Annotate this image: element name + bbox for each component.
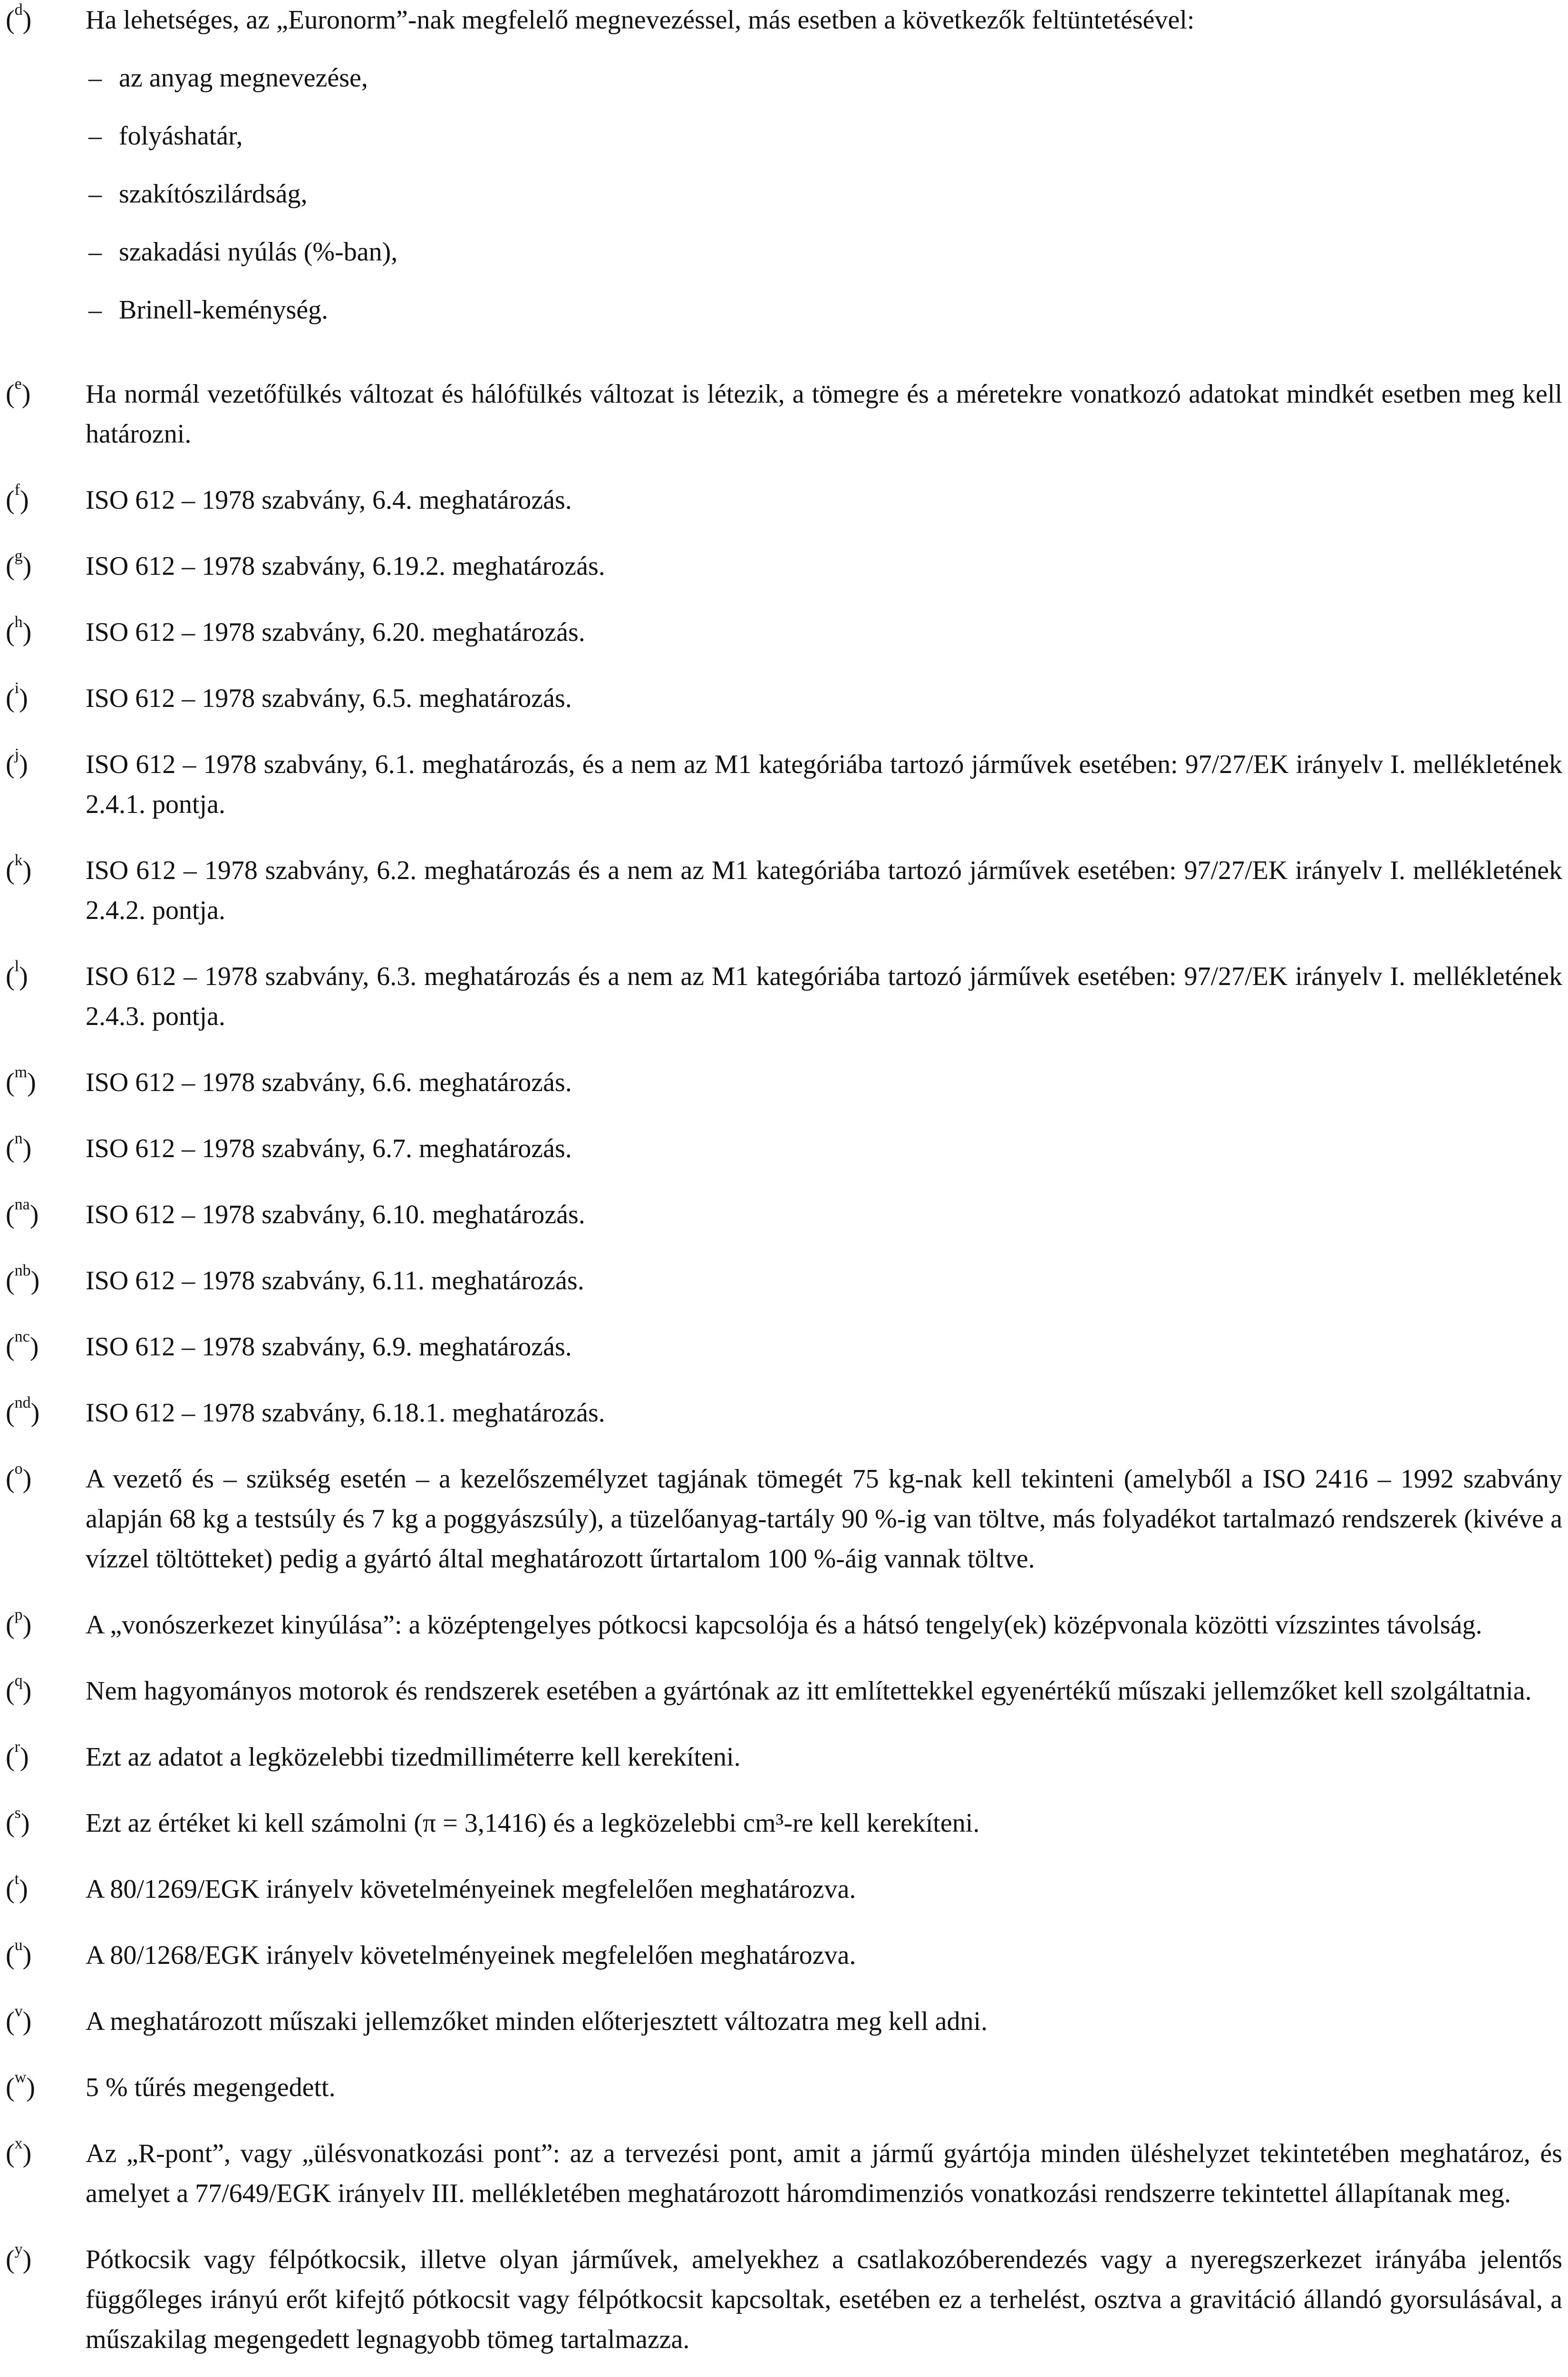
footnote-marker: ($^g$) (6, 547, 32, 581)
dash-bullet-icon: – (88, 295, 102, 325)
footnote-marker: ($^p$) (6, 1606, 32, 1640)
footnote-text (86, 1261, 1562, 1301)
footnote-e (6, 374, 1562, 454)
footnote-text (86, 546, 1562, 586)
footnote-marker: ($^w$) (6, 2068, 35, 2102)
footnote-r (6, 1737, 1562, 1777)
footnote-text (86, 1935, 1562, 1975)
footnote-text (86, 1803, 1562, 1843)
footnote-y (6, 2240, 1562, 2359)
footnote-text (86, 0, 1562, 348)
footnote-nb (6, 1261, 1562, 1301)
footnote-paragraph: Az „R-pont”, vagy „ülésvonatkozási pont”: az a tervezési pont, amit a jármű gyártója minden üléshelyzet tekintetében meghatároz, és amelyet a 77/649/EGK irányelv III. mellékletében meghatározott háromdimenziós vonatkozási rendszerre tekintettel állapítanak meg. (86, 2139, 1562, 2208)
footnote-paragraph: 5 % tűrés megengedett. (86, 2073, 336, 2102)
footnote-text (86, 1063, 1562, 1102)
footnote-n (6, 1129, 1562, 1169)
dash-bullet-icon: – (88, 63, 102, 93)
footnote-text (86, 374, 1562, 454)
footnote-d (6, 0, 1562, 348)
footnote-text (86, 850, 1562, 930)
footnote-marker: ($^m$) (6, 1063, 36, 1097)
footnote-k (6, 850, 1562, 930)
footnote-marker: ($^f$) (6, 481, 29, 515)
footnote-w (6, 2068, 1562, 2107)
footnote-text (86, 1869, 1562, 1909)
footnote-paragraph: ISO 612 – 1978 szabvány, 6.1. meghatározás, és a nem az M1 kategóriába tartozó járművek esetében: 97/27/EK irányelv I. mellékletének 2.4.1. pontja. (86, 750, 1562, 819)
footnote-text (86, 1129, 1562, 1169)
footnote-text (86, 612, 1562, 652)
dash-bullet-icon: – (88, 121, 102, 151)
footnote-paragraph: ISO 612 – 1978 szabvány, 6.10. meghatározás. (86, 1200, 585, 1229)
footnote-marker: ($^o$) (6, 1460, 32, 1494)
footnote-t (6, 1869, 1562, 1909)
footnote-na (6, 1195, 1562, 1235)
footnote-text (86, 2068, 1562, 2107)
footnote-marker: ($^q$) (6, 1672, 32, 1706)
footnote-v (6, 2001, 1562, 2041)
footnote-paragraph: ISO 612 – 1978 szabvány, 6.4. meghatározás. (86, 485, 572, 515)
footnote-marker: ($^r$) (6, 1738, 29, 1772)
footnote-marker: ($^s$) (6, 1804, 30, 1838)
footnote-x (6, 2134, 1562, 2213)
footnote-paragraph: Ha normál vezetőfülkés változat és hálófülkés változat is létezik, a tömegre és a méretekre vonatkozó adatokat mindkét esetben meg kell határozni. (86, 379, 1562, 449)
footnote-text (86, 1459, 1562, 1579)
footnote-paragraph: Pótkocsik vagy félpótkocsik, illetve olyan járművek, amelyekhez a csatlakozóberendezés vagy a nyeregszerkezet irányába jelentős függőleges irányú erőt kifejtő pótkocsit vagy félpótkocsit kapcsoltak, esetében ez a terhelést, osztva a gravitáció állandó gyorsulásával, a műszakilag megengedett legnagyobb tömeg tartalmazza. (86, 2245, 1562, 2354)
footnote-paragraph: ISO 612 – 1978 szabvány, 6.7. meghatározás. (86, 1134, 572, 1163)
footnote-marker: ($^y$) (6, 2241, 32, 2274)
footnote-marker: ($^h$) (6, 613, 32, 647)
footnote-j (6, 744, 1562, 824)
footnote-text (86, 1393, 1562, 1433)
list-item (86, 116, 1562, 156)
footnote-text (86, 480, 1562, 520)
footnote-marker: ($^{nc}$) (6, 1328, 39, 1362)
footnote-s (6, 1803, 1562, 1843)
list-item-text: szakítószilárdság, (119, 179, 308, 209)
footnote-marker: ($^j$) (6, 745, 28, 779)
footnote-l (6, 957, 1562, 1036)
footnote-marker: ($^k$) (6, 851, 32, 885)
footnote-marker: ($^n$) (6, 1130, 32, 1163)
footnote-paragraph: Nem hagyományos motorok és rendszerek esetében a gyártónak az itt említettekkel egyenértékű műszaki jellemzőket kell szolgáltatnia. (86, 1676, 1532, 1706)
list-item-text: Brinell-keménység. (119, 295, 329, 325)
footnote-paragraph: ISO 612 – 1978 szabvány, 6.3. meghatározás és a nem az M1 kategóriába tartozó járművek esetében: 97/27/EK irányelv I. mellékletének 2.4.3. pontja. (86, 962, 1562, 1031)
footnote-paragraph: Ezt az értéket ki kell számolni (π = 3,1416) és a legközelebbi cm³-re kell kerekíteni. (86, 1808, 980, 1838)
footnote-text (86, 1605, 1562, 1645)
footnote-paragraph: Ezt az adatot a legközelebbi tizedmilliméterre kell kerekíteni. (86, 1742, 741, 1772)
dash-bullet-icon: – (88, 179, 102, 209)
footnote-text (86, 1327, 1562, 1367)
list-item-text: szakadási nyúlás (%-ban), (119, 237, 398, 267)
footnote-h (6, 612, 1562, 652)
footnote-marker: ($^{na}$) (6, 1196, 39, 1229)
footnote-paragraph: ISO 612 – 1978 szabvány, 6.11. meghatározás. (86, 1266, 584, 1295)
list-item (86, 232, 1562, 272)
footnote-paragraph: A meghatározott műszaki jellemzőket minden előterjesztett változatra meg kell adni. (86, 2007, 988, 2036)
footnote-paragraph: ISO 612 – 1978 szabvány, 6.6. meghatározás. (86, 1068, 572, 1097)
footnote-paragraph: A „vonószerkezet kinyúlása”: a középtengelyes pótkocsi kapcsolója és a hátsó tengely(ek) középvonala közötti vízszintes távolság. (86, 1610, 1482, 1640)
footnote-marker: ($^{nd}$) (6, 1394, 40, 1428)
footnote-i (6, 678, 1562, 718)
dash-list (86, 58, 1562, 330)
footnote-nd (6, 1393, 1562, 1433)
footnote-marker: ($^x$) (6, 2135, 32, 2168)
footnote-text (86, 744, 1562, 824)
footnote-text (86, 1195, 1562, 1235)
footnote-marker: ($^u$) (6, 1936, 32, 1970)
footnote-o (6, 1459, 1562, 1579)
footnote-q (6, 1671, 1562, 1711)
list-item (86, 58, 1562, 98)
footnote-marker: ($^{nb}$) (6, 1262, 40, 1295)
footnote-paragraph: A 80/1268/EGK irányelv követelményeinek megfelelően meghatározva. (86, 1941, 856, 1970)
footnote-u (6, 1935, 1562, 1975)
footnote-marker: ($^t$) (6, 1870, 28, 1904)
footnote-text (86, 1737, 1562, 1777)
list-item-text: folyáshatár, (119, 121, 243, 151)
footnote-paragraph: ISO 612 – 1978 szabvány, 6.18.1. meghatározás. (86, 1398, 605, 1428)
list-item-text: az anyag megnevezése, (119, 63, 368, 93)
footnote-marker: ($^l$) (6, 957, 28, 991)
footnote-paragraph: ISO 612 – 1978 szabvány, 6.19.2. meghatározás. (86, 551, 605, 581)
footnote-g (6, 546, 1562, 586)
footnote-text (86, 2001, 1562, 2041)
footnote-text (86, 678, 1562, 718)
footnote-text (86, 957, 1562, 1036)
footnote-paragraph: ISO 612 – 1978 szabvány, 6.20. meghatározás. (86, 618, 585, 647)
footnote-paragraph: A 80/1269/EGK irányelv követelményeinek megfelelően meghatározva. (86, 1875, 856, 1904)
footnote-marker: ($^e$) (6, 375, 31, 409)
dash-bullet-icon: – (88, 237, 102, 267)
footnote-marker: ($^d$) (6, 1, 32, 35)
footnote-paragraph: ISO 612 – 1978 szabvány, 6.2. meghatározás és a nem az M1 kategóriába tartozó járművek esetében: 97/27/EK irányelv I. mellékletének 2.4.2. pontja. (86, 856, 1562, 925)
footnote-marker: ($^v$) (6, 2002, 32, 2036)
footnote-text (86, 2134, 1562, 2213)
footnote-nc (6, 1327, 1562, 1367)
list-item (86, 290, 1562, 330)
footnote-marker: ($^i$) (6, 679, 28, 713)
footnote-f (6, 480, 1562, 520)
footnote-paragraph: ISO 612 – 1978 szabvány, 6.9. meghatározás. (86, 1332, 572, 1362)
footnote-paragraph: Ha lehetséges, az „Euronorm”-nak megfelelő megnevezéssel, más esetben a következők feltüntetésével: (86, 5, 1195, 35)
footnote-p (6, 1605, 1562, 1645)
footnote-paragraph: ISO 612 – 1978 szabvány, 6.5. meghatározás. (86, 684, 572, 713)
footnote-m (6, 1063, 1562, 1102)
list-item (86, 174, 1562, 214)
footnote-text (86, 2240, 1562, 2359)
footnote-text (86, 1671, 1562, 1711)
footnote-paragraph: A vezető és – szükség esetén – a kezelőszemélyzet tagjának tömegét 75 kg-nak kell tekinteni (amelyből a ISO 2416 – 1992 szabvány alapján 68 kg a testsúly és 7 kg a poggyászsúly), a tüzelőanyag-tartály 90 %-ig van töltve, más folyadékot tartalmazó rendszerek (kivéve a vízzel töltötteket) pedig a gyártó által meghatározott űrtartalom 100 %-áig vannak töltve. (86, 1464, 1562, 1574)
